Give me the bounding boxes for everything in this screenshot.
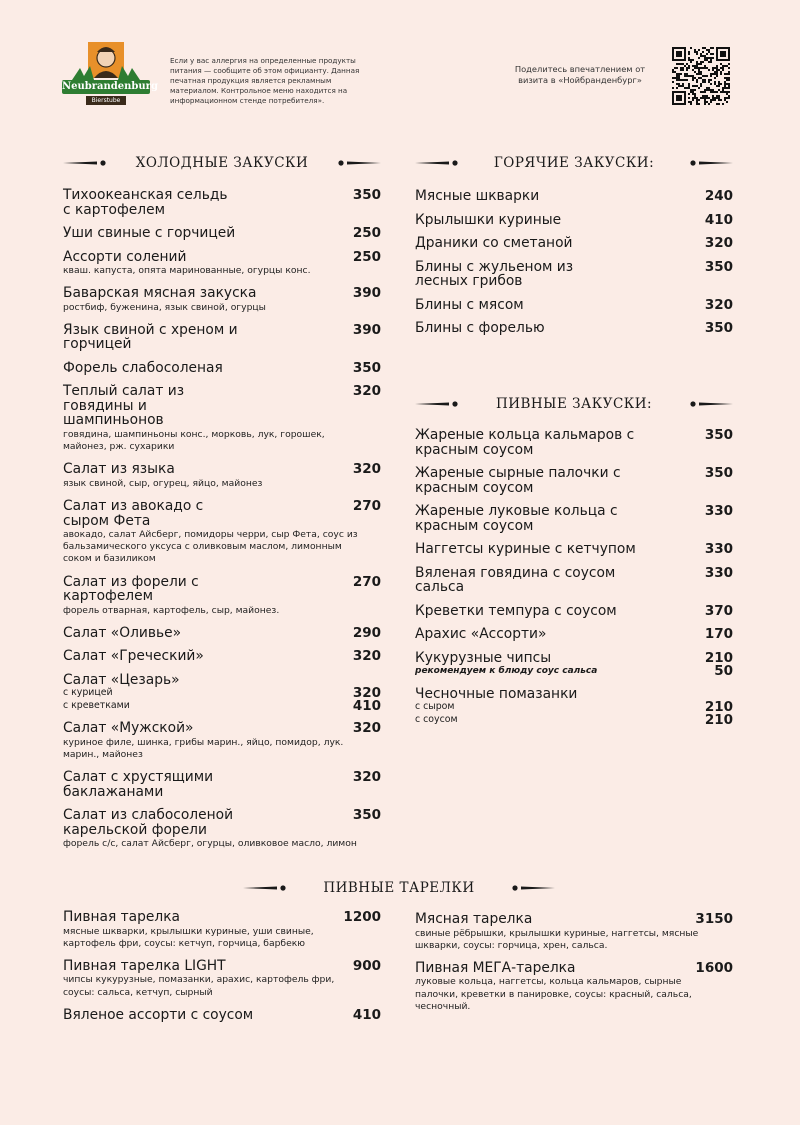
- menu-item-price: 1200: [343, 909, 381, 925]
- menu-item-price: 350: [704, 258, 733, 275]
- menu-item[interactable]: [415, 912, 733, 952]
- menu-item-price: 320: [704, 235, 733, 251]
- menu-item-price: 330: [704, 541, 733, 557]
- menu-item[interactable]: [63, 384, 381, 453]
- cold-section-title: ХОЛОДНЫЕ ЗАКУСКИ: [135, 155, 309, 171]
- menu-item-name: Мясные шкварки: [415, 188, 540, 204]
- qr-code-graphic: [672, 47, 730, 105]
- menu-item[interactable]: [63, 626, 381, 641]
- menu-item-name: Блины с жульеном из лесных грибов: [415, 258, 574, 289]
- menu-item-price: 270: [352, 498, 381, 515]
- menu-item-name: Драники со сметаной: [415, 235, 573, 251]
- menu-item-price: 290: [352, 624, 381, 641]
- menu-item-name: Вяленая говядина с соусом сальса: [415, 564, 616, 595]
- menu-item[interactable]: [63, 673, 381, 713]
- menu-item-description: чипсы кукурузные, помазанки, арахис, картофель фри, соусы: сальса, кетчуп, сырный: [63, 974, 335, 998]
- menu-item-name: Уши свиные с горчицей: [63, 225, 236, 241]
- menu-item-price: 320: [352, 383, 381, 400]
- menu-item[interactable]: [63, 462, 381, 490]
- menu-item-description: форель отварная, картофель, сыр, майонез.: [63, 604, 280, 616]
- hot-section-title: ГОРЯЧИЕ ЗАКУСКИ:: [493, 155, 655, 171]
- menu-item-name: Крылышки куриные: [415, 211, 562, 228]
- menu-item-description: свиные рёбрышки, крылышки куриные, наггетсы, мясные шкварки, соусы: горчица, хрен, сальса.: [415, 927, 699, 951]
- plates-section-title: ПИВНЫЕ ТАРЕЛКИ: [323, 880, 475, 896]
- variant-price: 320: [352, 685, 381, 702]
- menu-item-name: Салат с хрустящими баклажанами: [63, 769, 214, 800]
- beer-snacks-section-header: [415, 396, 733, 412]
- menu-item-price: 350: [352, 807, 381, 824]
- menu-item[interactable]: [415, 627, 733, 642]
- divider-ornament-icon: [243, 883, 289, 893]
- menu-item-name: Теплый салат из говядины и шампиньонов: [63, 383, 185, 429]
- menu-item-price: 170: [704, 626, 733, 642]
- divider-ornament-icon: [509, 883, 555, 893]
- menu-item[interactable]: [63, 323, 381, 352]
- menu-item-name: Ассорти солений: [63, 248, 187, 265]
- menu-item-description: кваш. капуста, опята маринованные, огурцы конс.: [63, 265, 311, 276]
- menu-item[interactable]: [415, 961, 733, 1013]
- plates-left-list: [63, 910, 381, 1031]
- hot-items-list: [415, 189, 733, 345]
- menu-item-name: Салат «Мужской»: [63, 720, 194, 737]
- menu-item-name: Блины с форелью: [415, 320, 545, 336]
- variant-label: с сыром: [415, 701, 455, 712]
- menu-item-price: 320: [352, 648, 381, 665]
- menu-item[interactable]: [63, 286, 381, 314]
- menu-item-name: Блины с мясом: [415, 296, 524, 313]
- qr-code-icon[interactable]: [672, 47, 730, 105]
- recommendation-price: 50: [714, 663, 733, 679]
- menu-item-name: Чесночные помазанки: [415, 685, 578, 702]
- menu-item-name: Пивная тарелка LIGHT: [63, 957, 226, 974]
- menu-item[interactable]: [415, 542, 733, 557]
- menu-item-description: форель с/с, салат Айсберг, огурцы, оливковое масло, лимон: [63, 838, 357, 850]
- menu-item-description: язык свиной, сыр, огурец, яйцо, майонез: [63, 477, 263, 489]
- menu-item-price: 900: [352, 957, 381, 974]
- menu-item-variant: [63, 687, 381, 700]
- menu-item-name: Жареные кольца кальмаров с красным соусом: [415, 427, 635, 458]
- menu-item-price: 210: [704, 649, 733, 666]
- menu-item[interactable]: [63, 910, 381, 950]
- menu-item-price: 350: [352, 187, 381, 203]
- menu-item[interactable]: [63, 499, 381, 566]
- menu-item-price: 320: [352, 720, 381, 737]
- plates-right-list: [415, 912, 733, 1022]
- menu-item-name: Салат «Оливье»: [63, 624, 182, 641]
- menu-item-description: мясные шкварки, крылышки куриные, уши свиные, картофель фри, соусы: кетчуп, горчица, барбекю: [63, 925, 314, 949]
- menu-item-price: 270: [352, 573, 381, 590]
- menu-item-price: 3150: [695, 911, 733, 927]
- menu-item-name: Пивная МЕГА-тарелка: [415, 959, 576, 976]
- divider-ornament-icon: [687, 399, 733, 409]
- menu-item-price: 250: [352, 225, 381, 241]
- menu-item-price: 370: [704, 602, 733, 619]
- menu-item-price: 410: [352, 1006, 381, 1023]
- divider-ornament-icon: [335, 158, 381, 168]
- menu-item-name: Арахис «Ассорти»: [415, 626, 547, 642]
- menu-item-variant: [415, 701, 733, 714]
- menu-item-name: Форель слабосоленая: [63, 359, 223, 376]
- menu-item[interactable]: [415, 428, 733, 457]
- variant-label: с курицей: [63, 687, 113, 699]
- menu-item[interactable]: [415, 260, 733, 289]
- variant-price: 210: [704, 711, 733, 728]
- menu-item-price: 250: [352, 248, 381, 265]
- menu-item-name: Баварская мясная закуска: [63, 285, 257, 302]
- variant-label: с креветками: [63, 699, 130, 711]
- menu-item-price: 350: [704, 427, 733, 443]
- menu-item-description: куриное филе, шинка, грибы марин., яйцо, помидор, лук. марин., майонез: [63, 736, 344, 761]
- menu-item-name: Кукурузные чипсы: [415, 649, 552, 666]
- divider-ornament-icon: [687, 158, 733, 168]
- menu-item[interactable]: [415, 466, 733, 495]
- menu-item-price: 350: [704, 465, 733, 481]
- menu-item-name: Креветки темпура с соусом: [415, 602, 617, 619]
- menu-item[interactable]: [415, 604, 733, 619]
- menu-item[interactable]: [63, 1008, 381, 1023]
- allergy-note: Если у вас аллергия на определенные продукты питания — сообщите об этом официанту. Данная печатная продукция является рекламным материалом. Контрольное меню находится на информационном стенде потребителя».: [170, 56, 360, 105]
- menu-item[interactable]: [415, 566, 733, 595]
- cold-section-header: [63, 155, 381, 171]
- menu-item-price: 320: [352, 461, 381, 478]
- plates-section-header: [243, 880, 555, 896]
- divider-ornament-icon: [415, 158, 461, 168]
- menu-item[interactable]: [415, 504, 733, 533]
- menu-item-name: Вяленое ассорти с соусом: [63, 1006, 254, 1023]
- menu-item[interactable]: [415, 321, 733, 336]
- menu-item-variant: [415, 711, 733, 728]
- recommendation-text: рекомендуем к блюду соус сальса: [415, 666, 598, 676]
- menu-item-name: Салат из языка: [63, 461, 175, 478]
- menu-item-price: 320: [704, 296, 733, 313]
- menu-item-price: 350: [352, 359, 381, 376]
- menu-item-description: говядина, шампиньоны конс., морковь, лук, горошек, майонез, рж. сухарики: [63, 428, 325, 453]
- menu-item[interactable]: [63, 649, 381, 664]
- menu-item-description: луковые кольца, наггетсы, кольца кальмаров, сырные палочки, креветки в панировке, соусы: красный, сальса, чесночный.: [415, 976, 692, 1012]
- menu-item-price: 390: [352, 285, 381, 302]
- menu-item[interactable]: [415, 298, 733, 313]
- menu-item[interactable]: [415, 236, 733, 251]
- logo-brand-text: Neubrandenburg: [62, 81, 158, 92]
- variant-price: 410: [352, 697, 381, 714]
- menu-item-description: ростбиф, буженина, язык свиной, огурцы: [63, 301, 266, 313]
- menu-item-name: Мясная тарелка: [415, 911, 533, 927]
- menu-item[interactable]: [63, 808, 381, 850]
- cold-items-list: [63, 188, 381, 859]
- menu-item-name: Язык свиной с хреном и горчицей: [63, 321, 238, 353]
- menu-item-name: Салат из слабосоленой карельской форели: [63, 807, 234, 838]
- variant-price: 210: [704, 699, 733, 715]
- menu-item-price: 410: [704, 211, 733, 228]
- menu-item-price: 240: [704, 188, 733, 204]
- variant-label: с соусом: [415, 713, 458, 725]
- brand-logo: [58, 40, 158, 110]
- menu-item-price: 330: [704, 503, 733, 519]
- menu-item-name: Салат «Цезарь»: [63, 671, 180, 688]
- menu-item[interactable]: [63, 575, 381, 617]
- menu-item[interactable]: [415, 651, 733, 678]
- recommendation-row: [415, 665, 733, 678]
- menu-item[interactable]: [63, 188, 381, 217]
- menu-item[interactable]: [415, 213, 733, 228]
- menu-item[interactable]: [63, 770, 381, 799]
- menu-item-price: 330: [704, 564, 733, 581]
- menu-item-name: Тихоокеанская сельдь с картофелем: [63, 187, 228, 218]
- logo-sub-text: Bierstube: [86, 96, 126, 105]
- divider-ornament-icon: [63, 158, 109, 168]
- menu-item-name: Салат из авокадо с сыром Фета: [63, 498, 204, 529]
- menu-item[interactable]: [415, 687, 733, 727]
- menu-item-name: Наггетсы куриные с кетчупом: [415, 541, 636, 557]
- divider-ornament-icon: [415, 399, 461, 409]
- menu-item[interactable]: [63, 226, 381, 241]
- menu-item-price: 350: [704, 320, 733, 336]
- hot-section-header: [415, 155, 733, 171]
- menu-item-price: 1600: [695, 959, 733, 976]
- menu-item-name: Жареные луковые кольца с красным соусом: [415, 503, 618, 534]
- menu-item-price: 320: [352, 769, 381, 786]
- menu-item[interactable]: [63, 721, 381, 761]
- menu-item-name: Пивная тарелка: [63, 909, 180, 925]
- share-note: Поделитесь впечатлением от визита в «Нойбранденбург»: [514, 64, 646, 85]
- menu-item-name: Салат «Греческий»: [63, 648, 204, 665]
- menu-item[interactable]: [63, 250, 381, 278]
- menu-item-price: 390: [352, 321, 381, 338]
- menu-item[interactable]: [415, 189, 733, 204]
- menu-item-variant: [63, 697, 381, 714]
- menu-item[interactable]: [63, 959, 381, 999]
- beer-snacks-section-title: ПИВНЫЕ ЗАКУСКИ:: [495, 396, 653, 412]
- menu-item-description: авокадо, салат Айсберг, помидоры черри, сыр Фета, соус из бальзамического уксуса с оливковым маслом, лимонным соком и базиликом: [63, 529, 358, 565]
- menu-item[interactable]: [63, 361, 381, 376]
- beer-snacks-items-list: [415, 428, 733, 735]
- menu-item-name: Жареные сырные палочки с красным соусом: [415, 465, 621, 496]
- menu-item-name: Салат из форели с картофелем: [63, 573, 199, 605]
